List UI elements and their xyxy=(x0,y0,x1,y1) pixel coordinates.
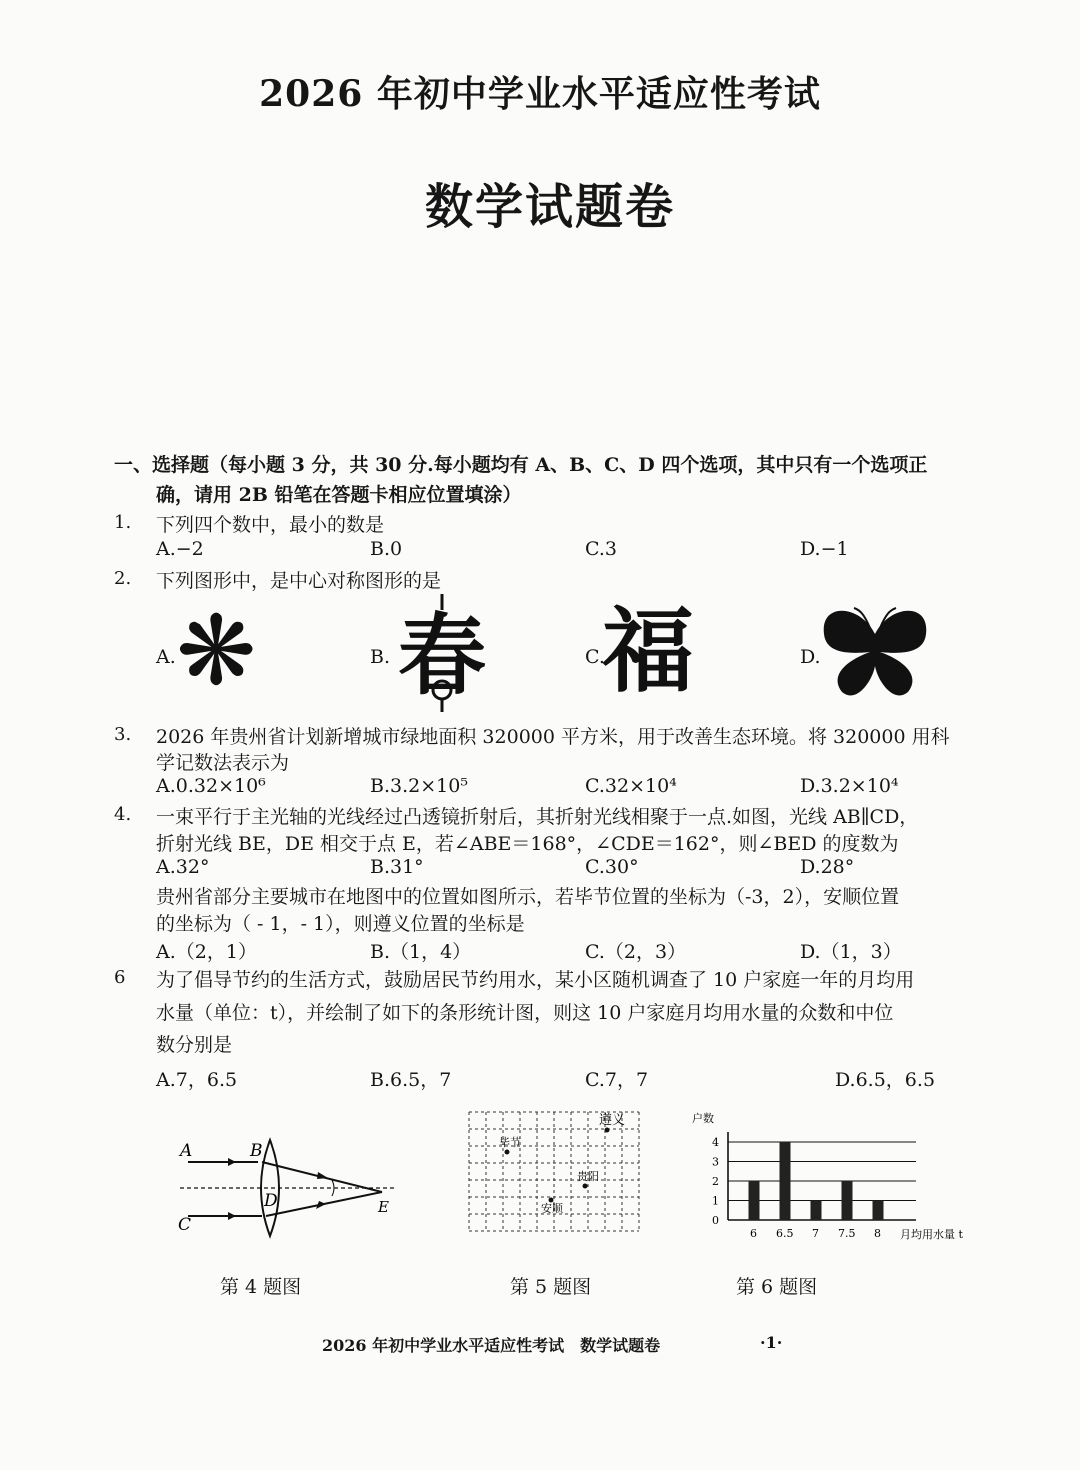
point-e-label: E xyxy=(378,1198,389,1216)
convex-lens xyxy=(261,1140,279,1236)
option-c: C.3 xyxy=(585,538,617,560)
question-text: 学记数法表示为 xyxy=(156,752,290,774)
snowflake-figure: ❋ xyxy=(176,595,257,707)
grid-map xyxy=(465,1108,645,1242)
bar xyxy=(873,1201,884,1221)
water-usage-bar-chart xyxy=(690,1108,980,1248)
option-c: C.7，7 xyxy=(585,1069,649,1091)
question-text: 2026 年贵州省计划新增城市绿地面积 320000 平方米，用于改善生态环境。将 320000 用科 xyxy=(156,726,950,748)
bar xyxy=(780,1142,791,1220)
x-tick-label: 7 xyxy=(812,1227,819,1240)
question-text: 数分别是 xyxy=(156,1034,233,1056)
question-text: 水量（单位：t），并绘制了如下的条形统计图，则这 10 户家庭月均用水量的众数和中位 xyxy=(156,1002,894,1024)
question-number: 6 xyxy=(114,967,126,988)
section-header-line1: 一、选择题（每小题 3 分，共 30 分.每小题均有 A、B、C、D 四个选项，其中只有一个选项正 xyxy=(114,454,928,476)
option-d: D.3.2×10⁴ xyxy=(800,775,899,797)
option-b: B.0 xyxy=(370,538,403,560)
exam-title: 2026 年初中学业水平适应性考试 xyxy=(259,73,821,115)
option-c: C.32×10⁴ xyxy=(585,775,677,797)
y-tick-label: 1 xyxy=(712,1194,719,1208)
guiyang-label: 贵阳 xyxy=(577,1170,599,1183)
option-d: D.−1 xyxy=(800,538,849,560)
page-number: ·1· xyxy=(760,1333,783,1352)
lens-diagram xyxy=(170,1130,410,1240)
option-a: A. xyxy=(156,646,176,668)
paper-title: 数学试题卷 xyxy=(424,179,675,235)
question-text: 贵州省部分主要城市在地图中的位置如图所示，若毕节位置的坐标为（-3，2），安顺位置 xyxy=(156,886,900,908)
y-tick-label: 4 xyxy=(712,1136,719,1149)
question-text: 一束平行于主光轴的光线经过凸透镜折射后，其折射光线相聚于一点.如图，光线 AB∥CD， xyxy=(156,806,919,828)
zunyi-point xyxy=(605,1128,610,1133)
option-a: A.0.32×10⁶ xyxy=(156,775,266,797)
option-b: B.（1，4） xyxy=(370,941,472,963)
butterfly-figure xyxy=(820,604,930,700)
option-d: D. xyxy=(800,646,821,668)
bar xyxy=(811,1201,822,1221)
option-a: A.7，6.5 xyxy=(156,1069,238,1091)
point-a-label: A xyxy=(180,1141,193,1161)
option-b: B.6.5，7 xyxy=(370,1069,452,1091)
bijie-point xyxy=(505,1150,510,1155)
footer-text: 2026 年初中学业水平适应性考试 数学试题卷 xyxy=(322,1336,661,1355)
figure-6-caption: 第 6 题图 xyxy=(736,1276,818,1298)
y-tick-label: 3 xyxy=(712,1155,719,1169)
option-c: C.30° xyxy=(585,856,639,878)
point-d-label: D xyxy=(264,1191,278,1211)
question-text: 的坐标为（ - 1，- 1），则遵义位置的坐标是 xyxy=(156,913,525,935)
bar xyxy=(842,1181,853,1220)
question-number: 1. xyxy=(114,512,132,533)
chun-character-figure: 春 xyxy=(398,604,487,707)
option-a: A.32° xyxy=(156,856,210,878)
section-header-line2: 确，请用 2B 铅笔在答题卡相应位置填涂） xyxy=(156,484,522,506)
option-d: D.28° xyxy=(800,856,855,878)
option-a: A.−2 xyxy=(156,538,204,560)
option-b: B.3.2×10⁵ xyxy=(370,775,468,797)
anshun-label: 安顺 xyxy=(541,1202,563,1215)
question-text: 为了倡导节约的生活方式，鼓励居民节约用水，某小区随机调查了 10 户家庭一年的月均用 xyxy=(156,969,915,991)
option-d: D.6.5，6.5 xyxy=(835,1069,936,1091)
option-d: D.（1，3） xyxy=(800,941,902,963)
fu-character-figure: 福 xyxy=(602,598,695,705)
x-tick-label: 6.5 xyxy=(776,1227,794,1240)
x-axis-label: 月均用水量 t xyxy=(900,1228,963,1241)
question-text: 下列四个数中，最小的数是 xyxy=(156,514,385,536)
figure-5-caption: 第 5 题图 xyxy=(510,1276,592,1298)
option-b: B.31° xyxy=(370,856,424,878)
y-tick-label: 2 xyxy=(712,1175,719,1188)
lantern-string-decoration xyxy=(430,594,454,714)
x-tick-label: 7.5 xyxy=(838,1227,856,1240)
figure-4-caption: 第 4 题图 xyxy=(220,1276,302,1298)
option-a: A.（2，1） xyxy=(156,941,257,963)
y-tick-label: 0 xyxy=(712,1214,719,1227)
guiyang-point xyxy=(583,1184,588,1189)
question-text: 下列图形中，是中心对称图形的是 xyxy=(156,570,442,592)
x-tick-label: 8 xyxy=(874,1227,881,1240)
y-axis-label: 户数 xyxy=(692,1112,714,1125)
bijie-label: 毕节 xyxy=(499,1136,521,1149)
zunyi-label: 遵义 xyxy=(599,1113,626,1128)
point-c-label: C xyxy=(178,1215,192,1235)
question-number: 2. xyxy=(114,568,132,589)
x-tick-label: 6 xyxy=(750,1227,757,1240)
question-text: 折射光线 BE，DE 相交于点 E，若∠ABE＝168°，∠CDE＝162°，则∠BED 的度数为 xyxy=(156,833,899,855)
option-c: C. xyxy=(585,646,605,668)
question-number: 4. xyxy=(114,804,132,825)
bar xyxy=(749,1181,760,1220)
option-c: C.（2，3） xyxy=(585,941,687,963)
question-number: 3. xyxy=(114,724,132,745)
point-b-label: B xyxy=(250,1141,263,1161)
option-b: B. xyxy=(370,646,391,668)
